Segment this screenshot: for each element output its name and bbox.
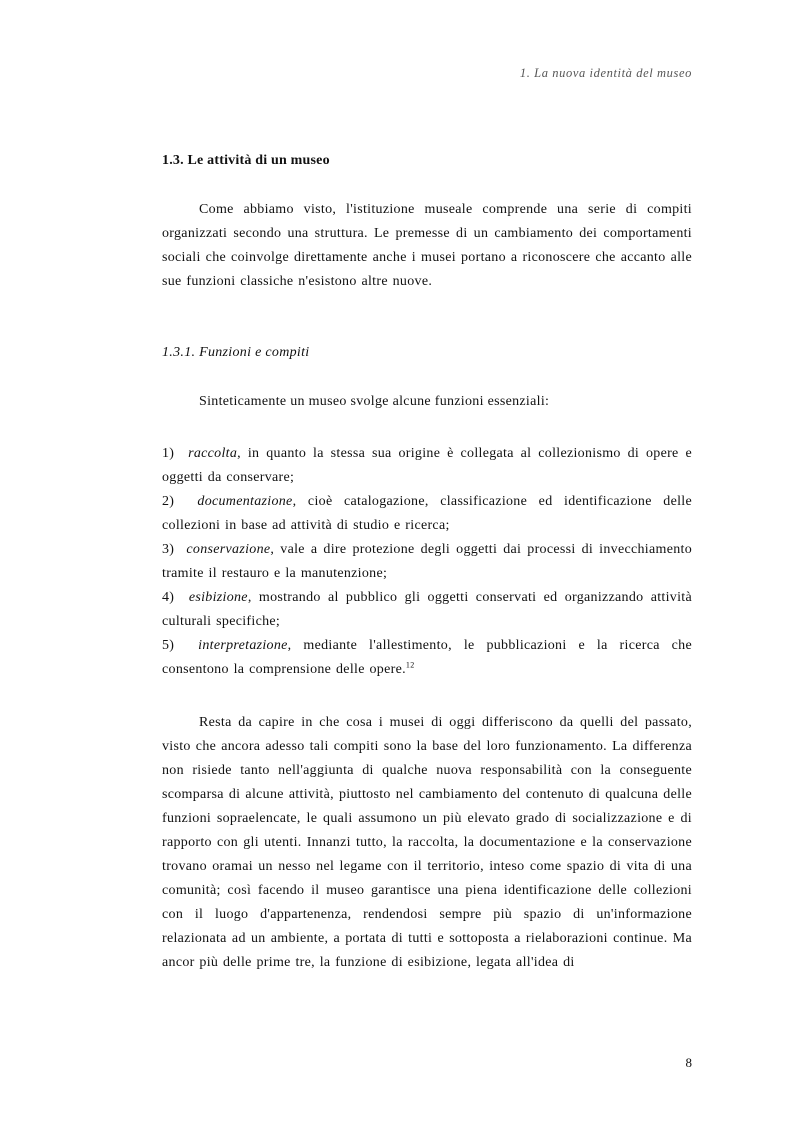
list-item: 4) esibizione, mostrando al pubblico gli oggetti conservati ed organizzando attività culturali specifiche; [162, 590, 692, 629]
list-item: 3) conservazione, vale a dire protezione degli oggetti dai processi di invecchiamento tramite il restauro e la manutenzione; [162, 542, 693, 581]
section-title: 1.3. Le attività di un museo [162, 153, 330, 168]
subsection-title: 1.3.1. Funzioni e compiti [162, 345, 310, 360]
function-term: conservazione [186, 542, 271, 557]
function-term: esibizione [188, 590, 248, 605]
function-term: interpretazione [198, 638, 288, 653]
running-header: 1. La nuova identità del museo [519, 66, 692, 80]
list-item: 2) documentazione, cioè catalogazione, classificazione ed identificazione delle collezioni in base ad attività di studio e ricerca; [162, 494, 692, 533]
list-item: 1) raccolta, in quanto la stessa sua origine è collegata al collezionismo di opere e oggetti da conservare; [162, 446, 692, 485]
function-term: raccolta [188, 446, 238, 461]
list-item: 5) interpretazione, mediante l'allestimento, le pubblicazioni e la ricerca che consentono la comprensione delle opere.$^{12}$ [162, 638, 692, 677]
functions-intro: Sinteticamente un museo svolge alcune funzioni essenziali: [199, 394, 550, 409]
functions-list [162, 442, 692, 682]
page-number: 8 [685, 1055, 692, 1070]
footnote-reference[interactable]: 12 [405, 660, 415, 670]
paragraph-intro: Come abbiamo visto, l'istituzione museale comprende una serie di compiti organizzati secondo una struttura. Le premesse di un cambiamento dei comportamenti sociali che coinvolge direttamente anche i musei portano a riconoscere che accanto alle sue funzioni classiche n'esistono altre nuove. [162, 202, 692, 289]
function-term: documentazione [197, 494, 293, 509]
paragraph-body: Resta da capire in che cosa i musei di oggi differiscono da quelli del passato, visto che ancora adesso tali compiti sono la base del loro funzionamento. La differenza non risiede tanto nell'aggiunta di qualche nuova responsabilità con la conseguente scomparsa di alcune attività, piuttosto nel cambiamento del contenuto di qualcuna delle funzioni sopraelencate, le quali assumono un più elevato grado di socializzazione e di rapporto con gli utenti. Innanzi tutto, la raccolta, la documentazione e la conservazione trovano oramai un nesso nel legame con il territorio, inteso come spazio di vita di una comunità; così facendo il museo garantisce una piena identificazione delle collezioni con il luogo d'appartenenza, rendendosi sempre più spazio di un'informazione relazionata ad un ambiente, a portata di tutti e sottoposta a rielaborazioni continue. Ma ancor più delle prime tre, la funzione di esibizione, legata all'idea di [162, 715, 692, 970]
